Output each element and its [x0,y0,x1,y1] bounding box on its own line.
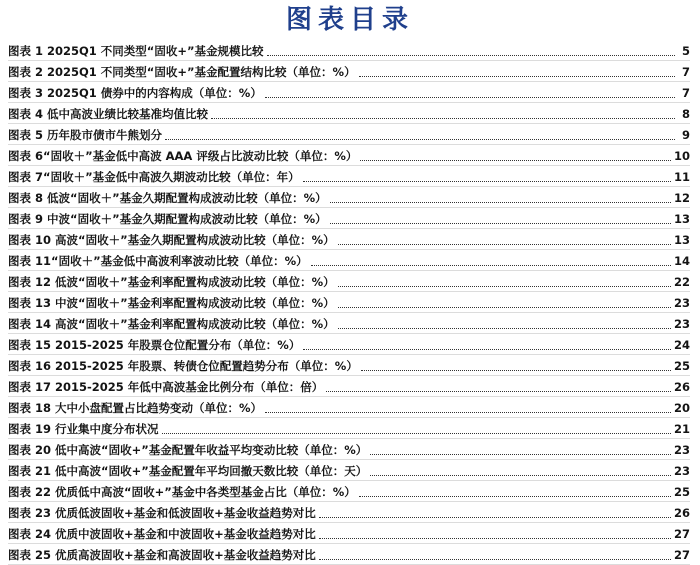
toc-entry-title[interactable]: 图表 2 2025Q1 不同类型“固收+”基金配置结构比较（单位：%） [8,64,356,79]
toc-entry[interactable] [0,208,700,229]
toc-entry[interactable] [0,103,700,124]
toc-entry-page-number[interactable]: 23 [673,295,690,310]
toc-entry[interactable] [0,502,700,523]
toc-entry[interactable] [0,355,700,376]
page-title: 图表目录 [285,5,414,35]
toc-entry-title[interactable]: 图表 19 行业集中度分布状况 [8,421,159,436]
toc-entry[interactable] [0,61,700,82]
dot-leader [338,285,671,287]
toc-entry-title[interactable]: 图表 18 大中小盘配置占比趋势变动（单位：%） [8,400,263,415]
toc-entry-page-number[interactable]: 27 [673,526,690,541]
toc-entry-page-number[interactable]: 27 [673,547,690,562]
dot-leader [319,516,671,518]
toc-entry[interactable] [0,334,700,355]
toc-entry-page-number[interactable]: 13 [673,232,690,247]
dot-leader [303,348,671,350]
toc-entry[interactable] [0,460,700,481]
dot-leader [330,201,671,203]
toc-entry-title[interactable]: 图表 15 2015-2025 年股票仓位配置分布（单位：%） [8,337,301,352]
toc-entry-page-number[interactable]: 26 [673,505,690,520]
dot-leader [267,54,675,56]
toc-entry-title[interactable]: 图表 10 高波“固收＋”基金久期配置构成波动比较（单位：%） [8,232,335,247]
dot-leader [303,180,671,182]
toc-entry[interactable] [0,292,700,313]
toc-entry[interactable] [0,313,700,334]
dot-leader [338,327,671,329]
toc-entry-page-number[interactable]: 13 [673,211,690,226]
toc-entry-title[interactable]: 图表 6“固收＋”基金低中高波 AAA 评级占比波动比较（单位：%） [8,148,358,163]
toc-entry-page-number[interactable]: 9 [681,127,690,142]
toc-entry-title[interactable]: 图表 1 2025Q1 不同类型“固收+”基金规模比较 [8,43,264,58]
toc-entry-title[interactable]: 图表 22 优质低中高波“固收+”基金中各类型基金占比（单位：%） [8,484,356,499]
toc-entry[interactable] [0,145,700,166]
toc-entry[interactable] [0,82,700,103]
dot-leader [338,306,671,308]
toc-entry[interactable] [0,187,700,208]
dot-leader [211,117,675,119]
toc-entry-page-number[interactable]: 25 [673,484,690,499]
toc-entry-title[interactable]: 图表 23 优质低波固收+基金和低波固收+基金收益趋势对比 [8,505,316,520]
toc-entry-page-number[interactable]: 14 [673,253,690,268]
toc-entry-title[interactable]: 图表 8 低波“固收＋”基金久期配置构成波动比较（单位：%） [8,190,327,205]
toc-entry-page-number[interactable]: 12 [673,190,690,205]
toc-entry[interactable] [0,439,700,460]
dot-leader [319,558,671,560]
toc-entry-page-number[interactable]: 5 [681,43,690,58]
toc-entry[interactable] [0,523,700,544]
dot-leader [265,411,671,413]
toc-entry-page-number[interactable]: 8 [681,106,690,121]
toc-entry-page-number[interactable]: 24 [673,337,690,352]
dot-leader [338,243,671,245]
toc-entry-page-number[interactable]: 23 [673,463,690,478]
toc-entry-page-number[interactable]: 22 [673,274,690,289]
toc-entry-page-number[interactable]: 21 [673,421,690,436]
toc-entry-page-number[interactable]: 25 [673,358,690,373]
toc-entry[interactable] [0,544,700,565]
toc-entry-page-number[interactable]: 20 [673,400,690,415]
dot-leader [370,474,671,476]
toc-entry-title[interactable]: 图表 4 低中高波业绩比较基准均值比较 [8,106,209,121]
toc-entry-page-number[interactable]: 23 [673,442,690,457]
toc-entry[interactable] [0,40,700,61]
dot-leader [359,75,675,77]
dot-leader [370,453,671,455]
dot-leader [265,96,675,98]
toc-entry[interactable] [0,166,700,187]
toc-entry-page-number[interactable]: 7 [681,85,690,100]
toc-entry-title[interactable]: 图表 13 中波“固收＋”基金利率配置构成波动比较（单位：%） [8,295,335,310]
toc-entry[interactable] [0,376,700,397]
dot-leader [326,390,671,392]
toc-entry-page-number[interactable]: 11 [673,169,690,184]
toc-entry-title[interactable]: 图表 14 高波“固收＋”基金利率配置构成波动比较（单位：%） [8,316,335,331]
toc-entry-title[interactable]: 图表 9 中波“固收＋”基金久期配置构成波动比较（单位：%） [8,211,327,226]
toc-entry-title[interactable]: 图表 11“固收＋”基金低中高波利率波动比较（单位：%） [8,253,308,268]
toc-entry-title[interactable]: 图表 25 优质高波固收+基金和高波固收+基金收益趋势对比 [8,547,316,562]
dot-leader [330,222,671,224]
toc-entry-title[interactable]: 图表 20 低中高波“固收+”基金配置年收益平均变动比较（单位：%） [8,442,368,457]
toc-entry-title[interactable]: 图表 7“固收＋”基金低中高波久期波动比较（单位：年） [8,169,300,184]
toc-entry[interactable] [0,481,700,502]
toc-entry[interactable] [0,397,700,418]
toc-entry-title[interactable]: 图表 3 2025Q1 债券中的内容构成（单位：%） [8,85,262,100]
dot-leader [359,495,671,497]
toc-entry[interactable] [0,271,700,292]
toc-entry-page-number[interactable]: 7 [681,64,690,79]
toc-entry-title[interactable]: 图表 17 2015-2025 年低中高波基金比例分布（单位：倍） [8,379,324,394]
toc-entry[interactable] [0,250,700,271]
toc-entry-title[interactable]: 图表 21 低中高波“固收+”基金配置年平均回撤天数比较（单位：天） [8,463,368,478]
toc-entry-title[interactable]: 图表 12 低波“固收＋”基金利率配置构成波动比较（单位：%） [8,274,335,289]
toc-entry[interactable] [0,124,700,145]
dot-leader [361,369,671,371]
table-of-figures [0,40,700,565]
dot-leader [360,159,671,161]
dot-leader [162,432,671,434]
toc-entry[interactable] [0,418,700,439]
dot-leader [165,138,675,140]
toc-entry-title[interactable]: 图表 16 2015-2025 年股票、转债仓位配置趋势分布（单位：%） [8,358,358,373]
dot-leader [311,264,671,266]
toc-entry-page-number[interactable]: 23 [673,316,690,331]
toc-entry-title[interactable]: 图表 5 历年股市债市牛熊划分 [8,127,163,142]
toc-entry-title[interactable]: 图表 24 优质中波固收+基金和中波固收+基金收益趋势对比 [8,526,316,541]
toc-entry-page-number[interactable]: 26 [673,379,690,394]
toc-entry[interactable] [0,229,700,250]
toc-entry-page-number[interactable]: 10 [673,148,690,163]
dot-leader [319,537,671,539]
